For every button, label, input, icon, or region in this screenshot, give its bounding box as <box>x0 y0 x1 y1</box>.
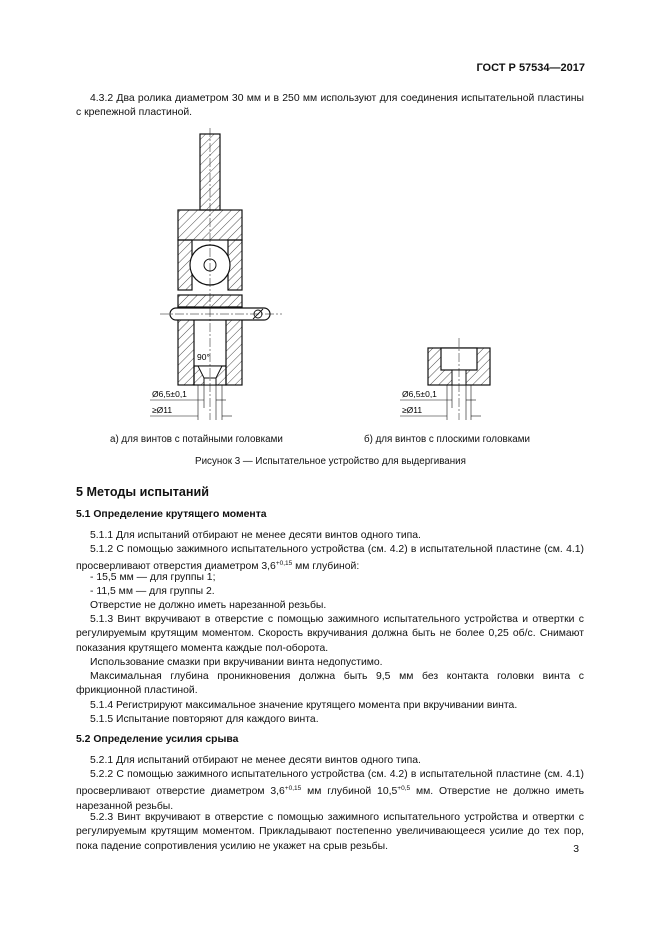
paragraph-5-1-1: 5.1.1 Для испытаний отбирают не менее десяти винтов одного типа. <box>90 530 421 541</box>
page-number: 3 <box>573 844 579 855</box>
paragraph-5-1-5: 5.1.5 Испытание повторяют для каждого винта. <box>90 714 319 725</box>
caption-b: б) для винтов с плоскими головками <box>364 434 530 445</box>
paragraph-5-1-3-lubricant: Использование смазки при вкручивании винта недопустимо. <box>90 657 383 668</box>
paragraph-5-2-1: 5.2.1 Для испытаний отбирают не менее десяти винтов одного типа. <box>90 755 421 766</box>
paragraph-5-1-4: 5.1.4 Регистрируют максимальное значение крутящего момента при вкручивании винта. <box>90 700 518 711</box>
list-item-group-1: - 15,5 мм — для группы 1; <box>90 572 216 583</box>
paragraph-5-1-2: 5.1.2 С помощью зажимного испытательного устройства (см. 4.2) в испытательной пластине (см. 4.1) просверливают отверстия диаметром $3,6^{+0,15}$ мм глубиной: <box>76 544 584 573</box>
dim-outer-diameter-b: ≥Ø11 <box>402 405 423 415</box>
document-header: ГОСТ Р 57534—2017 <box>476 62 585 74</box>
dim-hole-diameter-a: Ø6,5±0,1 <box>152 389 187 399</box>
paragraph-5-1-3: 5.1.3 Винт вкручивают в отверстие с помощью зажимного испытательного устройства и отвертки с регулируемым крутящим моментом. Скорость вкручивания должна быть не более 0,25 об/с. Снимают показания крутящего момента каждые пол-оборота. <box>76 614 584 654</box>
fixture-countersunk-drawing <box>150 128 282 420</box>
angle-label: 90° <box>197 352 210 362</box>
section-5-title: 5 Методы испытаний <box>76 485 209 499</box>
section-5-2-title: 5.2 Определение усилия срыва <box>76 734 239 745</box>
figure-title: Рисунок 3 — Испытательное устройство для выдергивания <box>195 456 466 467</box>
list-item-group-2: - 11,5 мм — для группы 2. <box>90 586 215 597</box>
paragraph-5-2-3: 5.2.3 Винт вкручивают в отверстие с помощью зажимного испытательного устройства и отвертки с регулируемым крутящим моментом. Прикладывают постепенно увеличивающееся усилие до тех пор, пока падение сопротивления усилию не укажет на срыв резьбы. <box>76 812 584 852</box>
paragraph-5-2-2: 5.2.2 С помощью зажимного испытательного устройства (см. 4.2) в испытательной пластине (см. 4.1) просверливают отверстие диаметром $3,6^{+0,15}$ мм глубиной $10,5^{+0,5}$ мм. Отверстие не должно иметь нарезанной резьбы. <box>76 769 585 812</box>
caption-a: а) для винтов с потайными головками <box>110 434 283 445</box>
paragraph-4-3-2: 4.3.2 Два ролика диаметром 30 мм и в 250 мм используют для соединения испытательной пластины с крепежной пластиной. <box>76 93 584 119</box>
paragraph-5-1-2-note: Отверстие не должно иметь нарезанной резьбы. <box>90 600 327 611</box>
dim-outer-diameter-a: ≥Ø11 <box>152 405 173 415</box>
section-5-1-title: 5.1 Определение крутящего момента <box>76 509 267 520</box>
paragraph-5-1-3-depth: Максимальная глубина проникновения должна быть 9,5 мм без контакта головки винта с фрикционной пластиной. <box>76 671 584 697</box>
dim-hole-diameter-b: Ø6,5±0,1 <box>402 389 437 399</box>
